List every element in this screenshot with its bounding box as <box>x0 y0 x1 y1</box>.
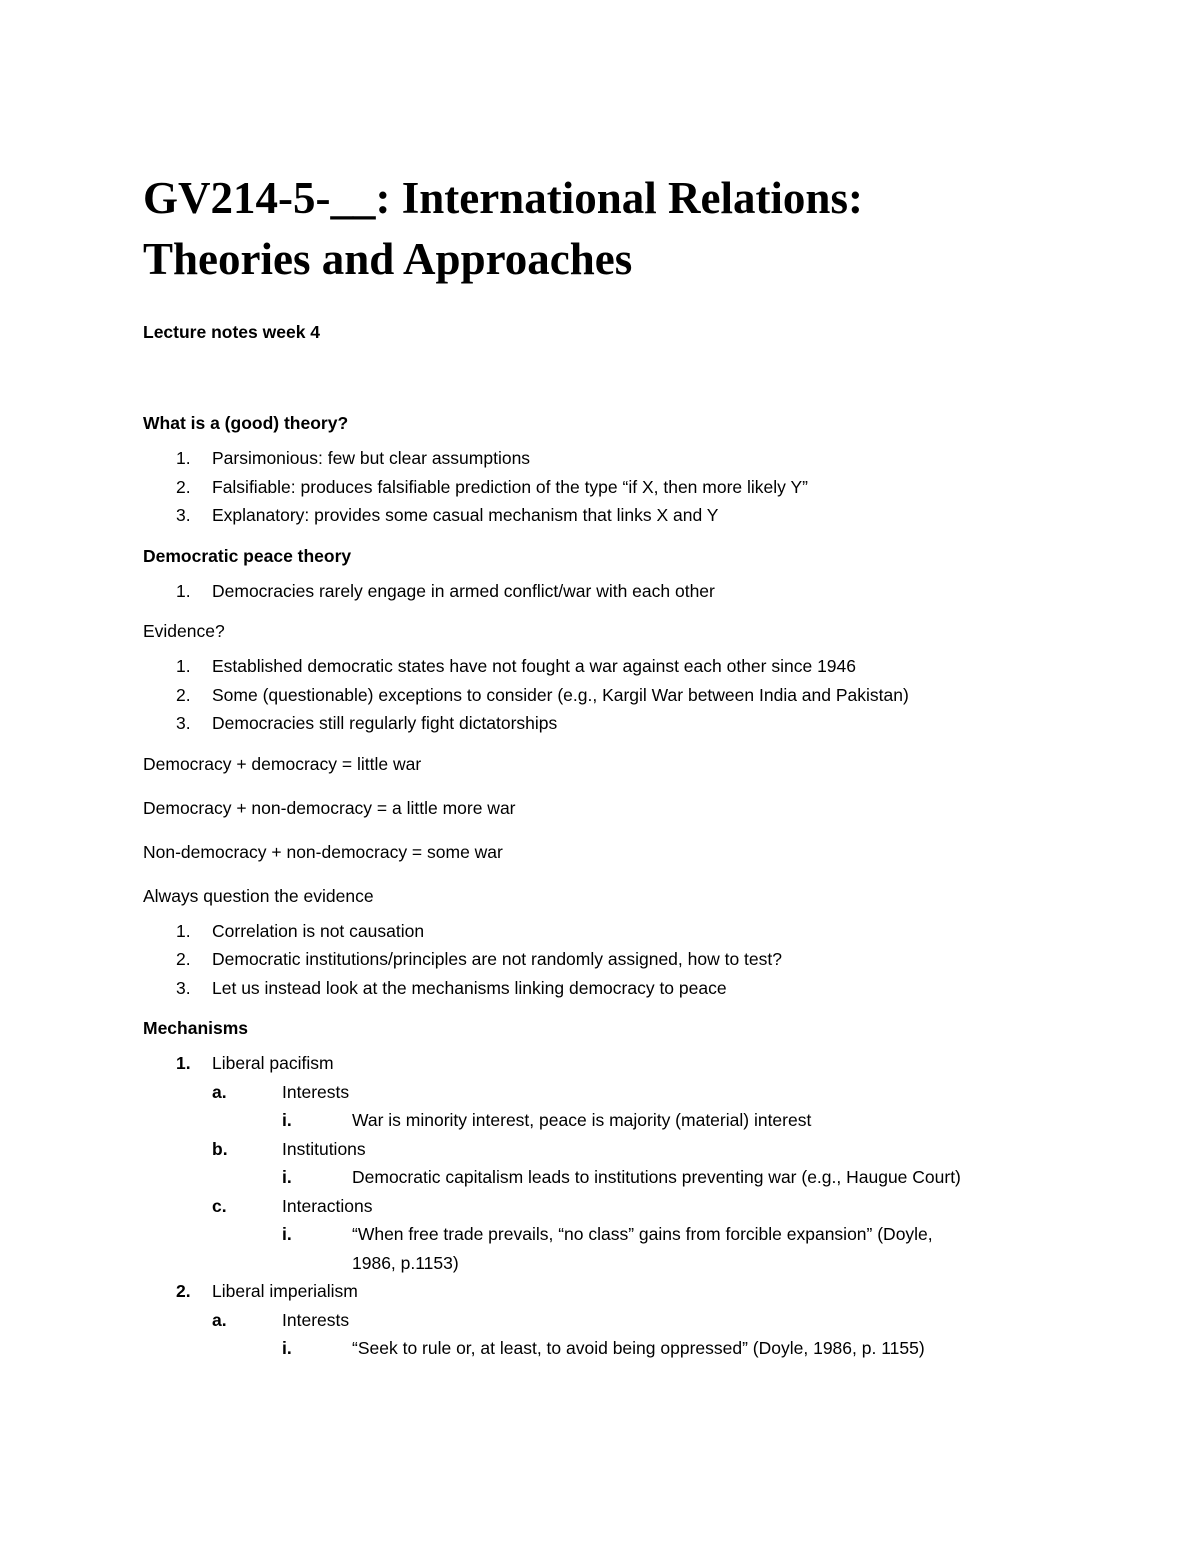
question-evidence-list <box>143 917 1103 1003</box>
section-heading-theory: What is a (good) theory? <box>143 413 349 433</box>
democratic-peace-list <box>143 577 1103 606</box>
list-item-text: Interactions <box>282 1195 373 1216</box>
list-item-text: Democracies rarely engage in armed conflict/war with each other <box>212 580 715 601</box>
list-item-text: Liberal pacifism <box>212 1053 334 1073</box>
statement-line: Democracy + non-democracy = a little more war <box>143 797 516 818</box>
list-item-text: “When free trade prevails, “no class” gains from forcible expansion” (Doyle, 1986, p.1153) <box>352 1224 933 1273</box>
list-item <box>143 974 1103 1003</box>
list-item <box>143 444 1103 473</box>
list-item <box>143 945 1103 974</box>
list-number: 3. <box>176 505 191 525</box>
list-item-text: Falsifiable: produces falsifiable prediction of the type “if X, then more likely Y” <box>212 476 808 497</box>
sub-list <box>212 1306 1103 1363</box>
list-item-text: Explanatory: provides some casual mechanism that links X and Y <box>212 505 719 525</box>
mechanisms-list <box>143 1049 1103 1363</box>
sub-sub-list-item <box>282 1220 972 1277</box>
list-letter: a. <box>212 1081 227 1102</box>
document-title <box>143 168 1103 290</box>
list-item <box>143 1049 1103 1277</box>
statement-line: Non-democracy + non-democracy = some war <box>143 841 503 862</box>
list-item-text: Institutions <box>282 1138 366 1159</box>
section-heading-question-evidence: Always question the evidence <box>143 885 374 906</box>
list-letter: c. <box>212 1195 227 1216</box>
list-item-text: War is minority interest, peace is majority (material) interest <box>352 1110 812 1130</box>
list-number: 2. <box>176 949 191 969</box>
list-item <box>143 577 1103 606</box>
list-item <box>143 917 1103 946</box>
list-number: 3. <box>176 977 191 998</box>
list-number: 1. <box>176 448 191 468</box>
sub-sub-list <box>282 1334 1103 1363</box>
list-item <box>143 681 1103 710</box>
list-letter: b. <box>212 1138 228 1159</box>
list-number: 1. <box>176 920 191 941</box>
list-number: 1. <box>176 580 191 601</box>
document-subtitle: Lecture notes week 4 <box>143 322 321 342</box>
list-number: 2. <box>176 1281 191 1301</box>
list-item-text: Established democratic states have not fought a war against each other since 1946 <box>212 656 857 676</box>
list-item-text: Correlation is not causation <box>212 920 425 941</box>
title-line-1: GV214-5-__: International Relations: <box>143 173 863 223</box>
section-heading-mechanisms: Mechanisms <box>143 1018 249 1038</box>
sub-sub-list <box>282 1220 1103 1277</box>
list-item-text: Democratic institutions/principles are not randomly assigned, how to test? <box>212 949 782 969</box>
list-item-text: Democratic capitalism leads to institutions preventing war (e.g., Haugue Court) <box>352 1167 961 1187</box>
list-number: 2. <box>176 684 191 705</box>
section-heading-evidence: Evidence? <box>143 621 225 641</box>
list-item <box>143 652 1103 681</box>
list-roman: i. <box>282 1167 292 1187</box>
list-item-text: Let us instead look at the mechanisms linking democracy to peace <box>212 977 727 998</box>
evidence-list <box>143 652 1103 738</box>
sub-sub-list-item <box>282 1106 1103 1135</box>
list-number: 2. <box>176 476 191 497</box>
title-line-2: Theories and Approaches <box>143 234 633 284</box>
sub-sub-list-item <box>282 1334 1103 1363</box>
sub-list-item <box>212 1135 1103 1192</box>
list-item-text: Interests <box>282 1309 350 1330</box>
list-item-text: Democracies still regularly fight dictatorships <box>212 713 558 733</box>
list-number: 3. <box>176 713 191 733</box>
list-item <box>143 501 1103 530</box>
theory-list <box>143 444 1103 530</box>
list-roman: i. <box>282 1338 292 1358</box>
statement-line: Democracy + democracy = little war <box>143 753 422 774</box>
list-item-text: Liberal imperialism <box>212 1281 358 1301</box>
sub-sub-list <box>282 1106 1103 1135</box>
list-item-text: Interests <box>282 1081 350 1102</box>
sub-sub-list-item <box>282 1163 1103 1192</box>
list-item-text: “Seek to rule or, at least, to avoid being oppressed” (Doyle, 1986, p. 1155) <box>352 1338 925 1358</box>
sub-list-item <box>212 1306 1103 1363</box>
sub-list <box>212 1078 1103 1278</box>
sub-list-item <box>212 1078 1103 1135</box>
list-item <box>143 473 1103 502</box>
sub-sub-list <box>282 1163 1103 1192</box>
list-number: 1. <box>176 656 191 676</box>
document-page <box>143 168 1103 1363</box>
list-number: 1. <box>176 1053 191 1073</box>
list-item <box>143 1277 1103 1363</box>
list-letter: a. <box>212 1309 227 1330</box>
list-item <box>143 709 1103 738</box>
list-item-text: Parsimonious: few but clear assumptions <box>212 448 531 468</box>
list-roman: i. <box>282 1224 292 1244</box>
list-roman: i. <box>282 1110 292 1130</box>
sub-list-item <box>212 1192 1103 1278</box>
list-item-text: Some (questionable) exceptions to consider (e.g., Kargil War between India and Pakistan) <box>212 684 909 705</box>
section-heading-democratic-peace: Democratic peace theory <box>143 545 352 566</box>
